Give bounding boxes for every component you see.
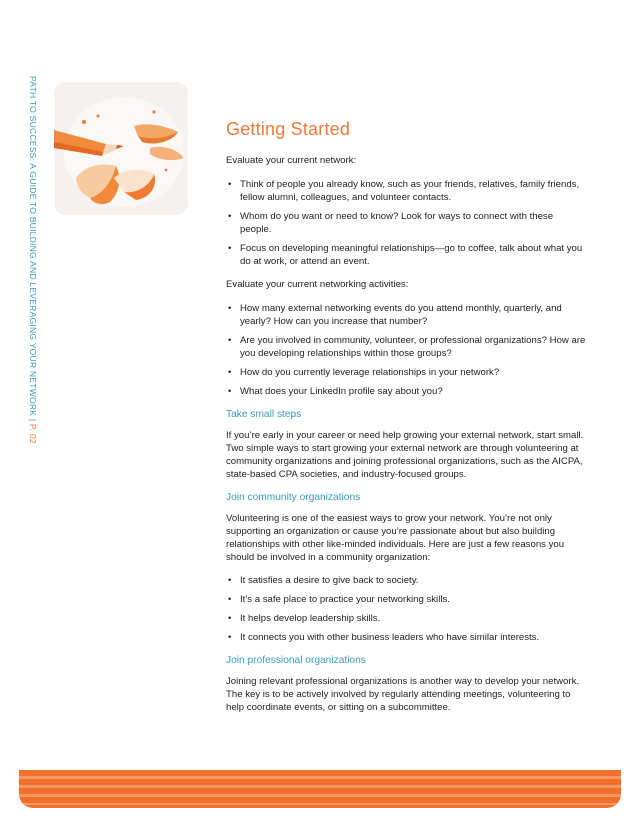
running-title bbox=[28, 76, 38, 444]
running-title-text: PATH TO SUCCESS: A GUIDE TO BUILDING AND LEVERAGING YOUR NETWORK | bbox=[28, 76, 38, 422]
list-item: • It connects you with other business leaders who have similar interests. bbox=[228, 632, 540, 643]
pencil-shavings-photo bbox=[54, 82, 188, 215]
evaluate-activities-intro: Evaluate your current networking activities: bbox=[226, 279, 409, 290]
evaluate-network-intro: Evaluate your current network: bbox=[226, 155, 357, 166]
list-item: • Think of people you already know, such as your friends, relatives, family friends, fellow alumni, colleagues, and volunteer contacts. bbox=[228, 179, 580, 203]
community-body: Volunteering is one of the easiest ways to grow your network. You’re not only supporting an organization or cause you’re passionate about but also building relationships with other like-minded individuals. Here are just a few reasons you should be involved in a community organization: bbox=[226, 513, 565, 563]
list-item: • It helps develop leadership skills. bbox=[228, 613, 381, 624]
list-item: • Focus on developing meaningful relationships—go to coffee, talk about what you do at work, or attend an event. bbox=[228, 243, 583, 267]
list-item: • How do you currently leverage relationships in your network? bbox=[228, 367, 500, 378]
bullet-icon: • bbox=[228, 303, 232, 314]
list-item: • What does your LinkedIn profile say about you? bbox=[228, 386, 443, 397]
small-steps-heading: Take small steps bbox=[226, 409, 302, 420]
page-number: P. 02 bbox=[28, 423, 38, 444]
professional-body: Joining relevant professional organizations is another way to develop your network. The key is to be actively involved by regularly attending meetings, volunteering to help coordinate events, or sitting on a subcommittee. bbox=[226, 676, 580, 713]
list-item: • It’s a safe place to practice your networking skills. bbox=[228, 594, 450, 605]
community-reasons-list bbox=[226, 574, 586, 644]
bullet-icon: • bbox=[228, 367, 232, 378]
list-item: • How many external networking events do you attend monthly, quarterly, and yearly? How can you increase that number? bbox=[228, 303, 562, 327]
list-item: • Whom do you want or need to know? Look for ways to connect with these people. bbox=[228, 211, 554, 235]
bullet-icon: • bbox=[228, 335, 232, 346]
stripe-pattern bbox=[19, 770, 621, 808]
bullet-icon: • bbox=[228, 211, 232, 222]
bullet-icon: • bbox=[228, 179, 232, 190]
evaluate-activities-list bbox=[226, 302, 586, 398]
bullet-icon: • bbox=[228, 613, 232, 624]
pencil-shavings-illustration bbox=[54, 82, 188, 215]
list-item: • Are you involved in community, volunteer, or professional organizations? How are you developing relationships within those groups? bbox=[228, 335, 586, 359]
bullet-icon: • bbox=[228, 632, 232, 643]
small-steps-body: If you’re early in your career or need help growing your external network, start small. Two simple ways to start growing your external network are through volunteering at community organizations and joining professional organizations, such as the AICPA, state-based CPA societies, and industry-focused groups. bbox=[226, 430, 584, 480]
list-item: • It satisfies a desire to give back to society. bbox=[228, 575, 419, 586]
main-content bbox=[226, 118, 586, 724]
footer-stripe-band bbox=[19, 770, 621, 808]
bullet-icon: • bbox=[228, 575, 232, 586]
bullet-icon: • bbox=[228, 243, 232, 254]
bullet-icon: • bbox=[228, 594, 232, 605]
page-title: Getting Started bbox=[226, 119, 351, 139]
community-heading: Join community organizations bbox=[226, 492, 361, 503]
evaluate-network-list bbox=[226, 178, 586, 268]
bullet-icon: • bbox=[228, 386, 232, 397]
professional-heading: Join professional organizations bbox=[226, 655, 366, 666]
